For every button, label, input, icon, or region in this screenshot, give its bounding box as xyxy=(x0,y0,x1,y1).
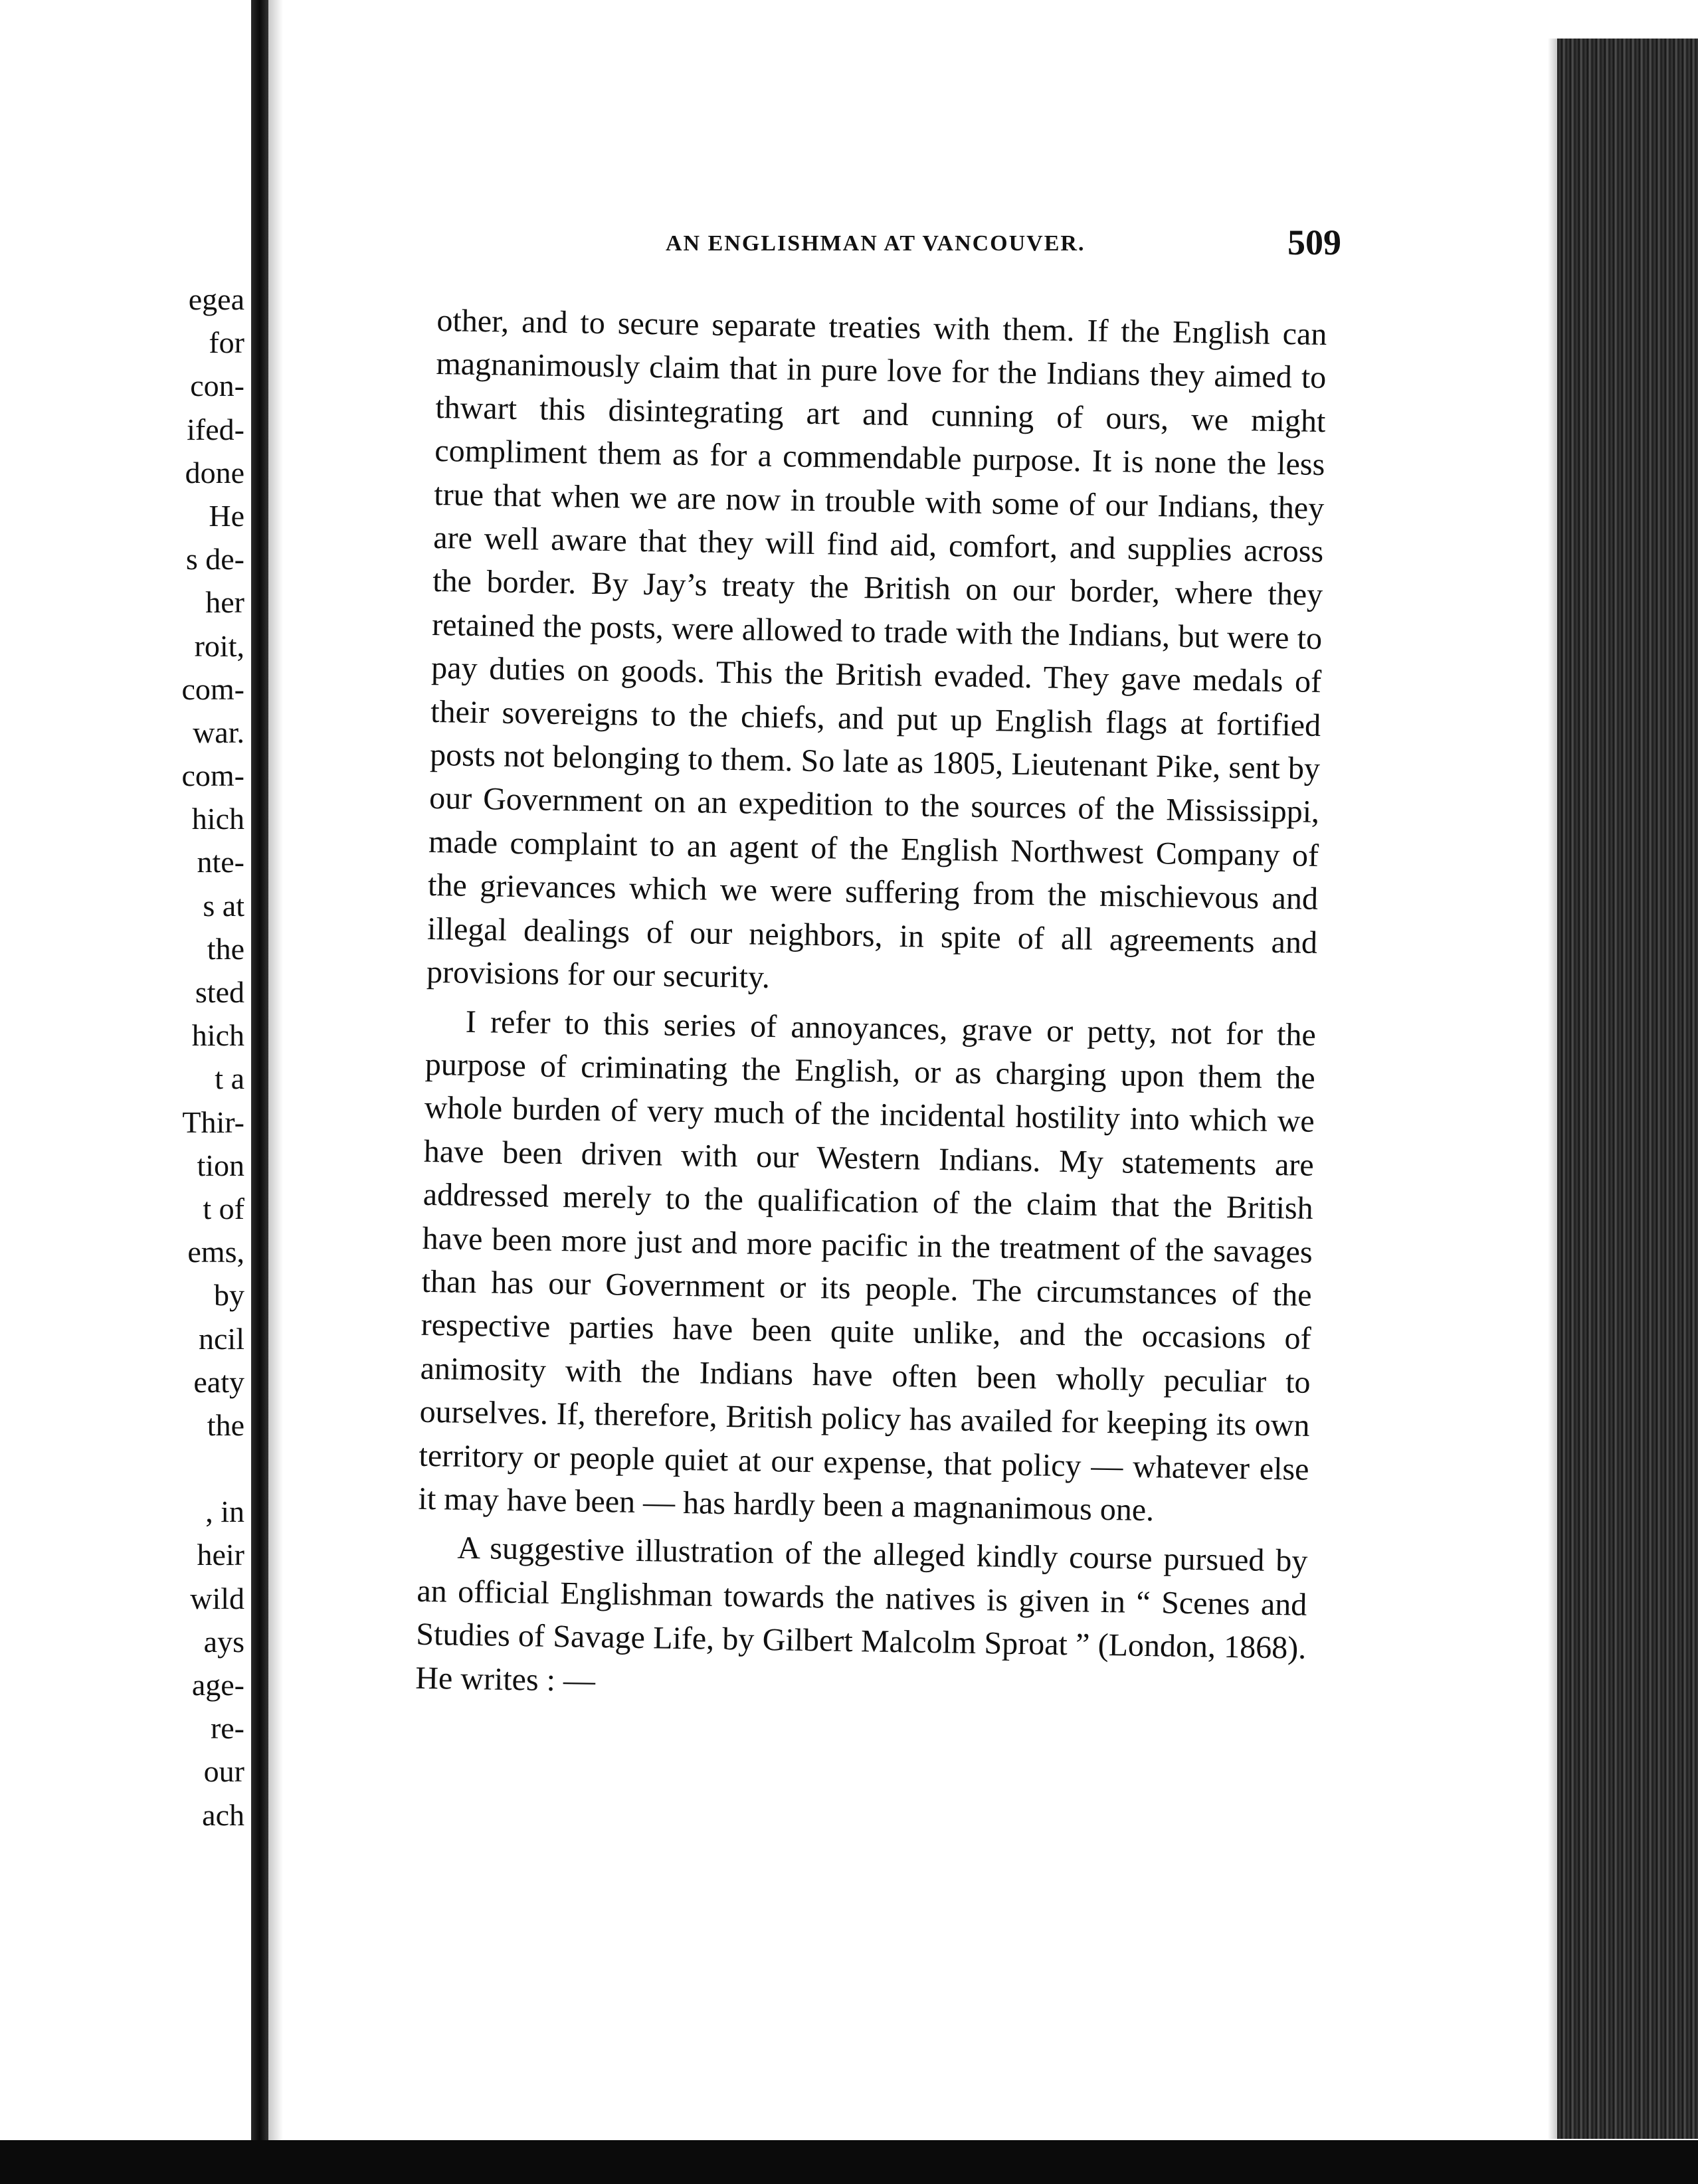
left-page-fragment: re- xyxy=(210,1711,244,1746)
left-page-fragment: war. xyxy=(193,715,244,749)
left-page-fragment: com- xyxy=(181,759,244,793)
left-page-fragment: for xyxy=(209,325,244,360)
page-stack-edge xyxy=(1557,39,1698,2139)
left-page-fragment xyxy=(181,1447,244,1490)
left-page-fragment: ays xyxy=(203,1624,244,1659)
left-page-fragment: our xyxy=(203,1754,244,1789)
left-page-fragment: , in xyxy=(205,1495,244,1529)
paragraph: I refer to this series of annoyances, grave or petty, not for the purpose of criminating the English, or as charging upon them the whole burden of very much of the incidental hostility into which we have been driven with our Western Indians. My statements are addressed merely to the qualification of the claim that the British have been more just and more pacific in the treatment of the savages than has our Government or its people. The circumstances of the respective parties have been quite unlike, and the occasions of animosity with the Indians have often been wholly peculiar to ourselves. If, therefore, British policy has availed for keeping its own territory or people quiet at our expense, that policy — whatever else it may have been — has hardly been a magnanimous one. xyxy=(418,1004,1317,1528)
left-page-fragment: wild xyxy=(190,1581,244,1615)
body-text xyxy=(415,299,1327,1714)
page-inner-edge xyxy=(268,0,283,2184)
left-page-fragment: com- xyxy=(181,672,244,706)
left-page-fragment: s at xyxy=(203,888,244,923)
left-page-fragment: ncil xyxy=(199,1321,244,1356)
left-page-text-fragments xyxy=(181,278,244,1837)
book-gutter xyxy=(251,0,268,2184)
left-page-fragment: sted xyxy=(195,975,244,1009)
left-page-fragment: Thir- xyxy=(182,1105,244,1139)
left-page-fragment: hich xyxy=(191,1018,244,1053)
paragraph: other, and to secure separate treaties with them. If the English can magnanimously claim that in pure love for the Indians they aimed to thwart this disintegrating art and cunning of ours, we might compliment them as for a commendable purpose. It is none the less true that when we are now in trouble with some of our Indians, they are well aware that they will find aid, comfort, and supplies across the border. By Jay’s treaty the British on our border, where they retained the posts, were allowed to trade with the Indians, but were to pay duties on goods. This the British evaded. They gave medals of their sovereigns to the chiefs, and put up English flags at fortified posts not belonging to them. So late as 1805, Lieutenant Pike, sent by our Government on an expedition to the sources of the Mississippi, made complaint to an agent of the English Northwest Company of the grievances which we were suffering from the mischievous and illegal dealings of our neighbors, in spite of all agreements and provisions for our security. xyxy=(426,302,1327,996)
left-page-fragment: t a xyxy=(215,1061,244,1096)
left-page-fragment: nte- xyxy=(197,845,244,879)
left-page-fragment: age- xyxy=(191,1668,244,1702)
left-page-fragment: con- xyxy=(190,369,244,403)
left-facing-page xyxy=(0,0,252,2184)
page-number: 509 xyxy=(1287,223,1341,262)
running-head: AN ENGLISHMAN AT VANCOUVER. xyxy=(666,231,1085,256)
left-page-fragment: ifed- xyxy=(187,412,244,446)
left-page-fragment: s de- xyxy=(185,542,244,577)
paragraph: A suggestive illustration of the alleged kindly course pursued by an official Englishman towards the natives is given in “ Scenes and Studies of Savage Life, by Gilbert Malcolm Sproat ” (London, 1868). He writes : — xyxy=(415,1530,1308,1698)
left-page-fragment: ems, xyxy=(187,1235,244,1269)
left-page-fragment: heir xyxy=(197,1538,244,1572)
left-page-fragment: by xyxy=(214,1278,244,1313)
left-page-fragment: roit, xyxy=(194,628,244,663)
scan-bottom-border xyxy=(0,2140,1698,2184)
left-page-fragment: eaty xyxy=(193,1364,244,1399)
left-page-fragment: her xyxy=(205,585,244,620)
left-page-fragment: egea xyxy=(188,282,244,316)
left-page-fragment: hich xyxy=(191,802,244,836)
left-page-fragment: done xyxy=(185,455,244,490)
left-page-fragment: tion xyxy=(197,1148,244,1182)
left-page-fragment: t of xyxy=(203,1191,244,1226)
left-page-fragment: the xyxy=(207,1408,244,1442)
left-page-fragment: He xyxy=(209,498,244,533)
left-page-fragment: ach xyxy=(202,1797,244,1832)
left-page-fragment: the xyxy=(207,931,244,966)
top-margin xyxy=(268,0,1698,39)
